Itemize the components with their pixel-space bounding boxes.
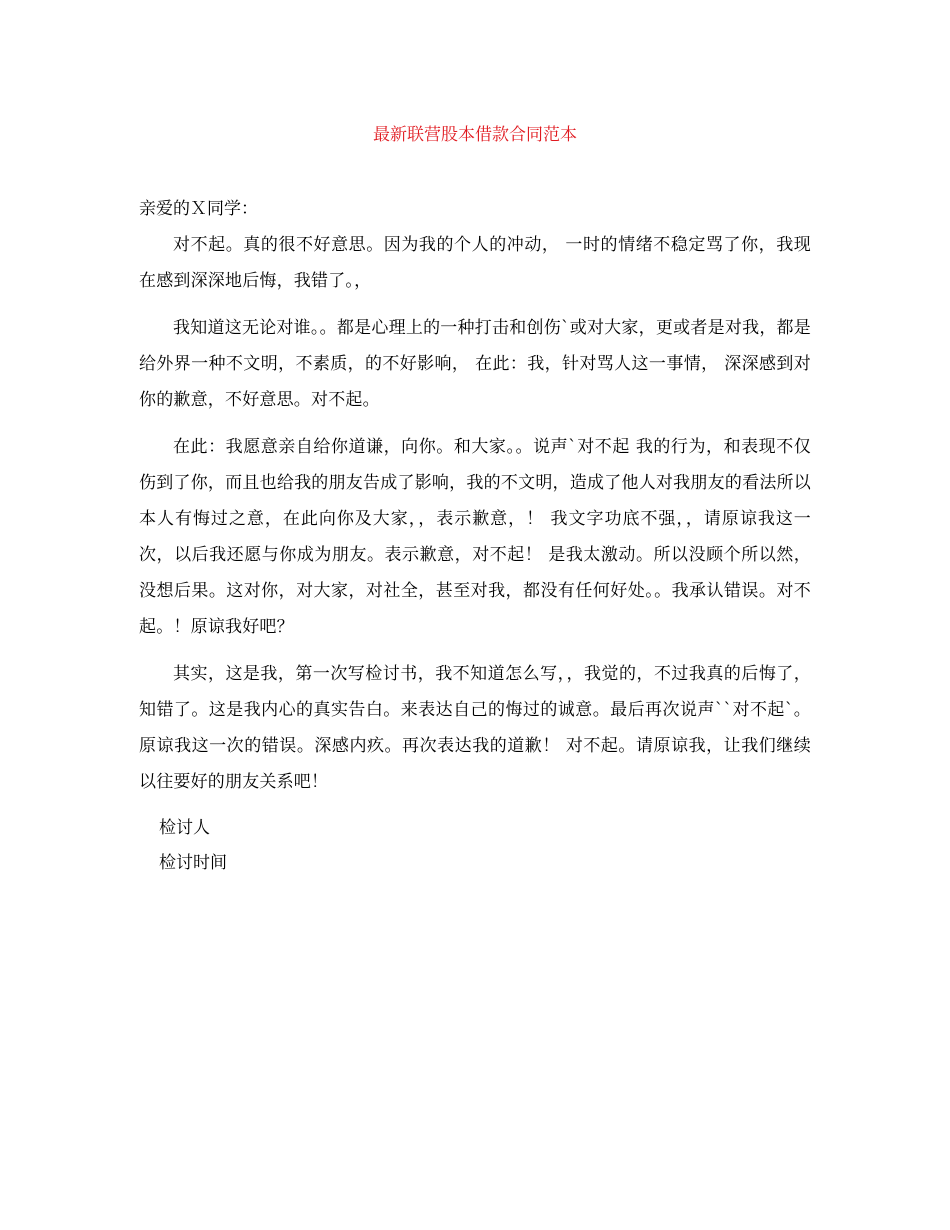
date-label: 检讨时间 [159,853,227,873]
paragraph-4: 其实，这是我，第一次写检讨书，我不知道怎么写，，我觉的，不过我真的后悔了，知错了。这是我内心的真实告白。来表达自己的悔过的诚意。最后再次说声``对不起`。原谅我这一次的错误。深感内疚。再次表达我的道歉！ 对不起。请原谅我，让我们继续以往要好的朋友关系吧！ [139,664,811,792]
paragraph-1: 对不起。真的很不好意思。因为我的个人的冲动， 一时的情绪不稳定骂了你，我现在感到深深地后悔，我错了。， [139,235,811,291]
paragraph-2: 我知道这无论对谁。。都是心理上的一种打击和创伤`或对大家，更或者是对我，都是给外界一种不文明，不素质，的不好影响， 在此：我，针对骂人这一事情， 深深感到对你的歉意，不好意思。对不起。 [139,318,811,410]
document-title: 最新联营股本借款合同范本 [373,125,577,145]
signature-label: 检讨人 [159,818,210,838]
greeting-line: 亲爱的Ｘ同学： [139,199,258,219]
paragraph-3: 在此：我愿意亲自给你道谦，向你。和大家。。说声`对不起 我的行为，和表现不仅伤到了你，而且也给我的朋友告成了影响，我的不文明，造成了他人对我朋友的看法所以本人有悔过之意，在此向你及大家，，表示歉意，！ 我文字功底不强，，请原谅我这一次，以后我还愿与你成为朋友。表示歉意，对不起！ 是我太激动。所以没顾个所以然，没想后果。这对你，对大家，对社全，甚至对我，都没有任何好处。。我承认错误。对不起。！原谅我好吧？ [139,437,811,637]
document-body [139,197,811,881]
